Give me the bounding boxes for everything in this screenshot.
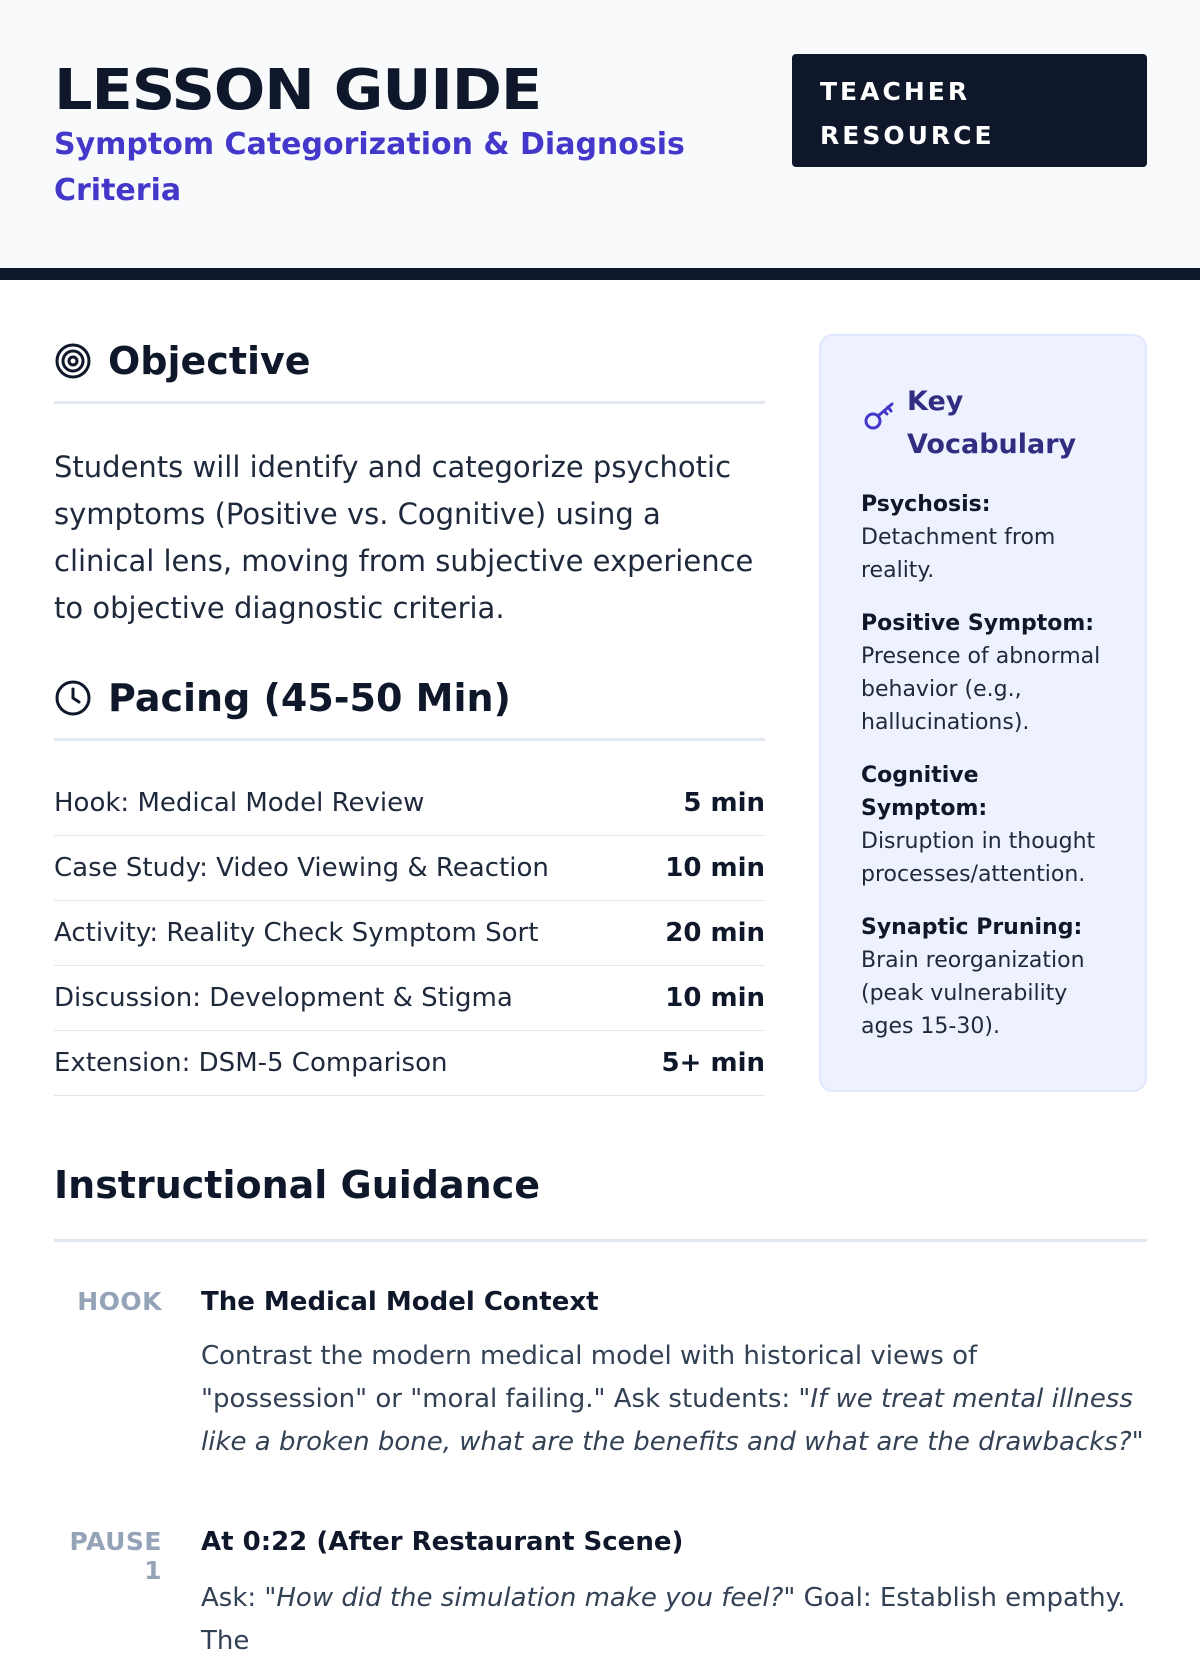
pacing-row bbox=[54, 771, 765, 836]
pacing-heading-label: Pacing (45-50 Min) bbox=[108, 676, 511, 720]
guidance-step-tag: HOOK bbox=[77, 1287, 162, 1316]
vocabulary-definition: Disruption in thought processes/attention. bbox=[861, 829, 1096, 887]
guidance-step-tag: PAUSE 1 bbox=[69, 1527, 162, 1585]
objective-heading-label: Objective bbox=[108, 339, 311, 383]
guidance-step-title: The Medical Model Context bbox=[201, 1287, 599, 1317]
vocabulary-item bbox=[861, 607, 1107, 739]
page-header bbox=[0, 0, 1200, 280]
guidance-step-text: Contrast the modern medical model with historical views of "possession" or "moral failing." Ask students: bbox=[201, 1341, 978, 1414]
page-title: LESSON GUIDE bbox=[54, 58, 542, 123]
guidance-step-title: At 0:22 (After Restaurant Scene) bbox=[201, 1527, 684, 1557]
pacing-activity: Hook: Medical Model Review bbox=[54, 788, 425, 818]
guidance-heading bbox=[54, 1160, 1147, 1242]
vocabulary-item bbox=[861, 759, 1107, 891]
objective-text: Students will identify and categorize psychotic symptoms (Positive vs. Cognitive) using a clinical lens, moving from subjective experience to objective diagnostic criteria. bbox=[54, 450, 754, 625]
key-icon bbox=[861, 396, 899, 434]
key-vocabulary-panel bbox=[819, 334, 1147, 1092]
vocabulary-term: Psychosis: bbox=[861, 492, 991, 517]
pacing-activity: Extension: DSM-5 Comparison bbox=[54, 1048, 448, 1078]
guidance-step-pause-1 bbox=[54, 1527, 1147, 1656]
pacing-heading bbox=[54, 675, 765, 741]
objective-heading bbox=[54, 338, 765, 404]
guidance-step-prefix: Ask: bbox=[201, 1583, 257, 1613]
pacing-row bbox=[54, 901, 765, 966]
vocabulary-term: Synaptic Pruning: bbox=[861, 915, 1083, 940]
pacing-duration: 10 min bbox=[665, 983, 765, 1013]
guidance-step-quote: "If we treat mental illness like a broken bone, what are the benefits and what are the drawbacks?" bbox=[201, 1384, 1144, 1457]
pacing-table bbox=[54, 771, 765, 1096]
pacing-duration: 10 min bbox=[665, 853, 765, 883]
page-subtitle: Symptom Categorization & Diagnosis Criteria bbox=[54, 127, 685, 208]
clock-icon bbox=[54, 679, 92, 717]
target-icon bbox=[54, 342, 92, 380]
pacing-activity: Case Study: Video Viewing & Reaction bbox=[54, 853, 549, 883]
pacing-duration: 5 min bbox=[683, 788, 765, 818]
guidance-step-body bbox=[201, 1335, 1147, 1464]
pacing-row bbox=[54, 1031, 765, 1096]
guidance-step-text: Goal: Establish empathy. The bbox=[201, 1583, 1126, 1656]
vocabulary-heading bbox=[861, 380, 1107, 466]
pacing-row bbox=[54, 966, 765, 1031]
vocabulary-item bbox=[861, 488, 1107, 587]
teacher-resource-badge bbox=[792, 54, 1147, 167]
guidance-heading-label: Instructional Guidance bbox=[54, 1163, 541, 1207]
badge-line-1: TEACHER bbox=[820, 77, 971, 106]
guidance-step-hook bbox=[54, 1287, 1147, 1477]
vocabulary-definition: Presence of abnormal behavior (e.g., hallucinations). bbox=[861, 644, 1101, 735]
pacing-duration: 5+ min bbox=[661, 1048, 765, 1078]
pacing-activity: Discussion: Development & Stigma bbox=[54, 983, 513, 1013]
vocabulary-term: Cognitive Symptom: bbox=[861, 763, 988, 821]
vocabulary-definition: Brain reorganization (peak vulnerability ages 15-30). bbox=[861, 948, 1085, 1039]
vocabulary-item bbox=[861, 911, 1107, 1043]
vocabulary-definition: Detachment from reality. bbox=[861, 525, 1056, 583]
vocabulary-term: Positive Symptom: bbox=[861, 611, 1095, 636]
badge-line-2: RESOURCE bbox=[820, 121, 995, 150]
guidance-step-quote: "How did the simulation make you feel?" bbox=[264, 1583, 796, 1613]
pacing-duration: 20 min bbox=[665, 918, 765, 948]
guidance-step-body bbox=[201, 1577, 1147, 1663]
pacing-activity: Activity: Reality Check Symptom Sort bbox=[54, 918, 539, 948]
pacing-row bbox=[54, 836, 765, 901]
vocabulary-heading-label: Key Vocabulary bbox=[907, 386, 1077, 460]
